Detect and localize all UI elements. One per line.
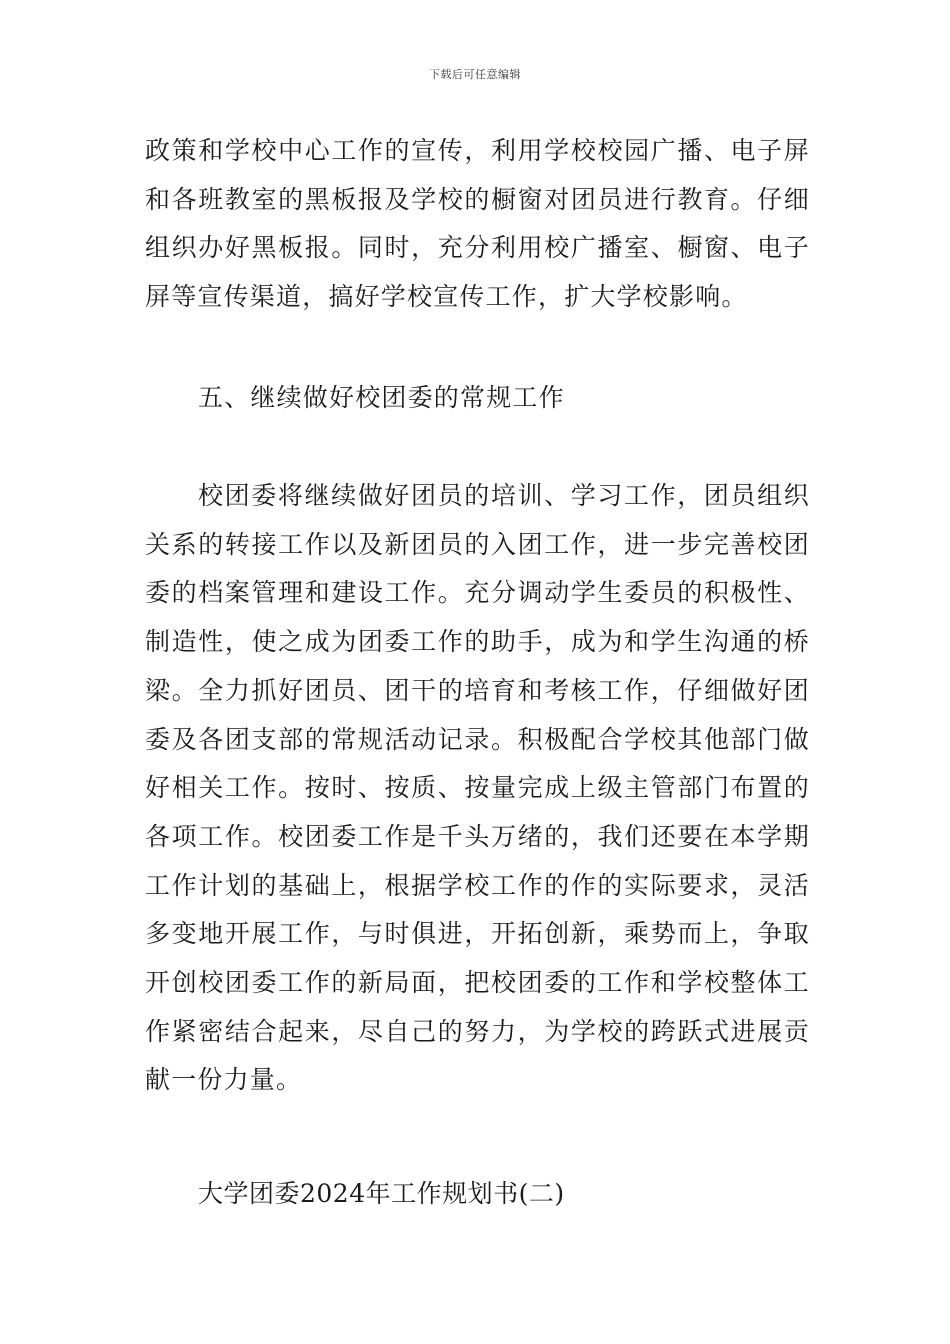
document-title-part-2: 大学团委2024年工作规划书(二) [198,1179,565,1208]
header-note: 下载后可任意编辑 [429,68,521,81]
section-heading-5: 五、继续做好校团委的常规工作 [198,383,565,412]
paragraph-publicity: 政策和学校中心工作的宣传，利用学校校园广播、电子屏和各班教室的黑板报及学校的橱窗对团员进行教育。仔细组织办好黑板报。同时，充分利用校广播室、橱窗、电子屏等宣传渠道，搞好学校宣传工作，扩大学校影响。 [145,136,810,312]
paragraph-routine-work: 校团委将继续做好团员的培训、学习工作，团员组织关系的转接工作以及新团员的入团工作，进一步完善校团委的档案管理和建设工作。充分调动学生委员的积极性、制造性，使之成为团委工作的助手，成为和学生沟通的桥梁。全力抓好团员、团干的培育和考核工作，仔细做好团委及各团支部的常规活动记录。积极配合学校其他部门做好相关工作。按时、按质、按量完成上级主管部门布置的各项工作。校团委工作是千头万绪的，我们还要在本学期工作计划的基础上，根据学校工作的作的实际要求，灵活多变地开展工作，与时俱进，开拓创新，乘势而上，争取开创校团委工作的新局面，把校团委的工作和学校整体工作紧密结合起来，尽自己的努力，为学校的跨跃式进展贡献一份力量。 [145,481,810,1095]
